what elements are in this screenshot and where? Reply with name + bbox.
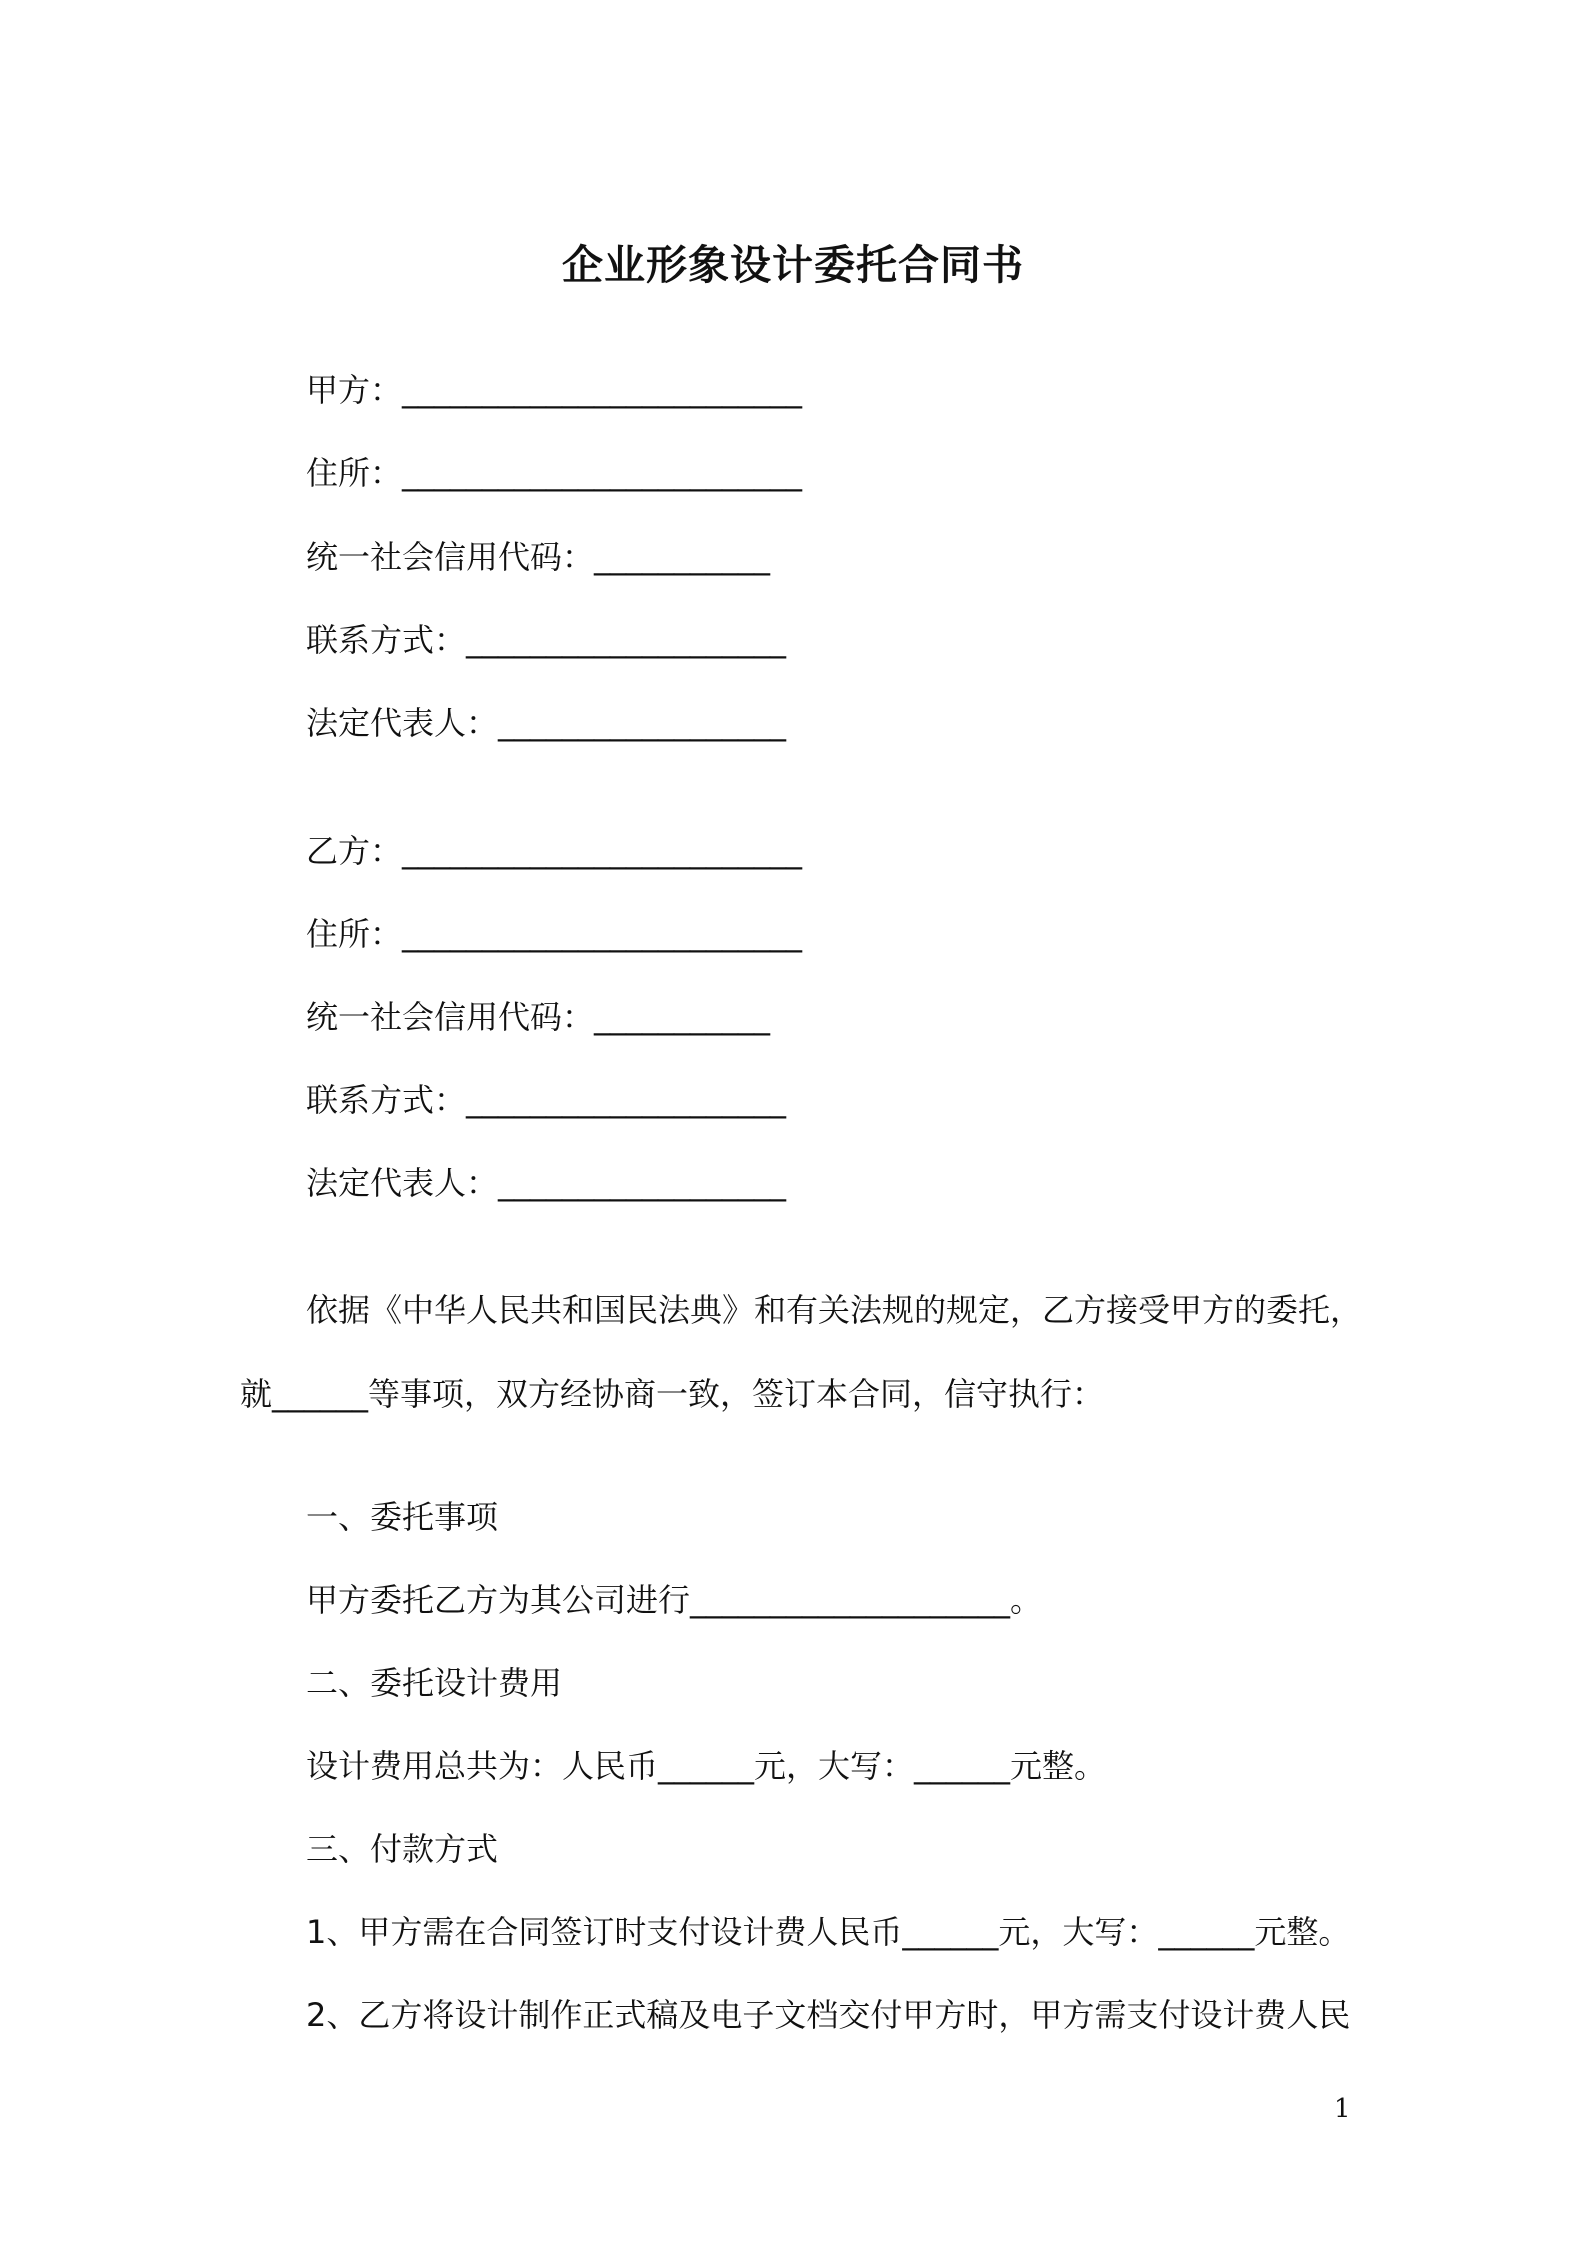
section-1-heading: 一、委托事项 bbox=[306, 1498, 499, 1536]
section-2-heading: 二、委托设计费用 bbox=[306, 1664, 563, 1702]
page-number: 1 bbox=[1334, 2094, 1351, 2124]
party-a-credit-code-field: 统一社会信用代码：___________ bbox=[306, 538, 771, 576]
section-3-item-2: 2、乙方将设计制作正式稿及电子文档交付甲方时，甲方需支付设计费人民 bbox=[306, 1996, 1351, 2034]
party-a-address-field: 住所：_________________________ bbox=[306, 454, 803, 492]
preamble-line-2: 就______等事项，双方经协商一致，签订本合同，信守执行： bbox=[240, 1375, 1105, 1413]
party-a-legal-rep-field: 法定代表人：__________________ bbox=[306, 704, 787, 742]
section-3-item-1: 1、甲方需在合同签订时支付设计费人民币______元，大写：______元整。 bbox=[306, 1913, 1351, 1951]
party-b-name-field: 乙方：_________________________ bbox=[306, 832, 803, 870]
section-1-text: 甲方委托乙方为其公司进行____________________。 bbox=[306, 1581, 1043, 1619]
party-b-contact-field: 联系方式：____________________ bbox=[306, 1081, 787, 1119]
section-3-heading: 三、付款方式 bbox=[306, 1830, 499, 1868]
page-title: 企业形象设计委托合同书 bbox=[562, 241, 1024, 289]
party-a-name-field: 甲方：_________________________ bbox=[306, 371, 803, 409]
preamble-line-1: 依据《中华人民共和国民法典》和有关法规的规定，乙方接受甲方的委托， bbox=[306, 1291, 1363, 1329]
party-b-credit-code-field: 统一社会信用代码：___________ bbox=[306, 998, 771, 1036]
party-b-address-field: 住所：_________________________ bbox=[306, 915, 803, 953]
section-2-text: 设计费用总共为：人民币______元，大写：______元整。 bbox=[306, 1747, 1107, 1785]
party-b-legal-rep-field: 法定代表人：__________________ bbox=[306, 1164, 787, 1202]
party-a-contact-field: 联系方式：____________________ bbox=[306, 621, 787, 659]
